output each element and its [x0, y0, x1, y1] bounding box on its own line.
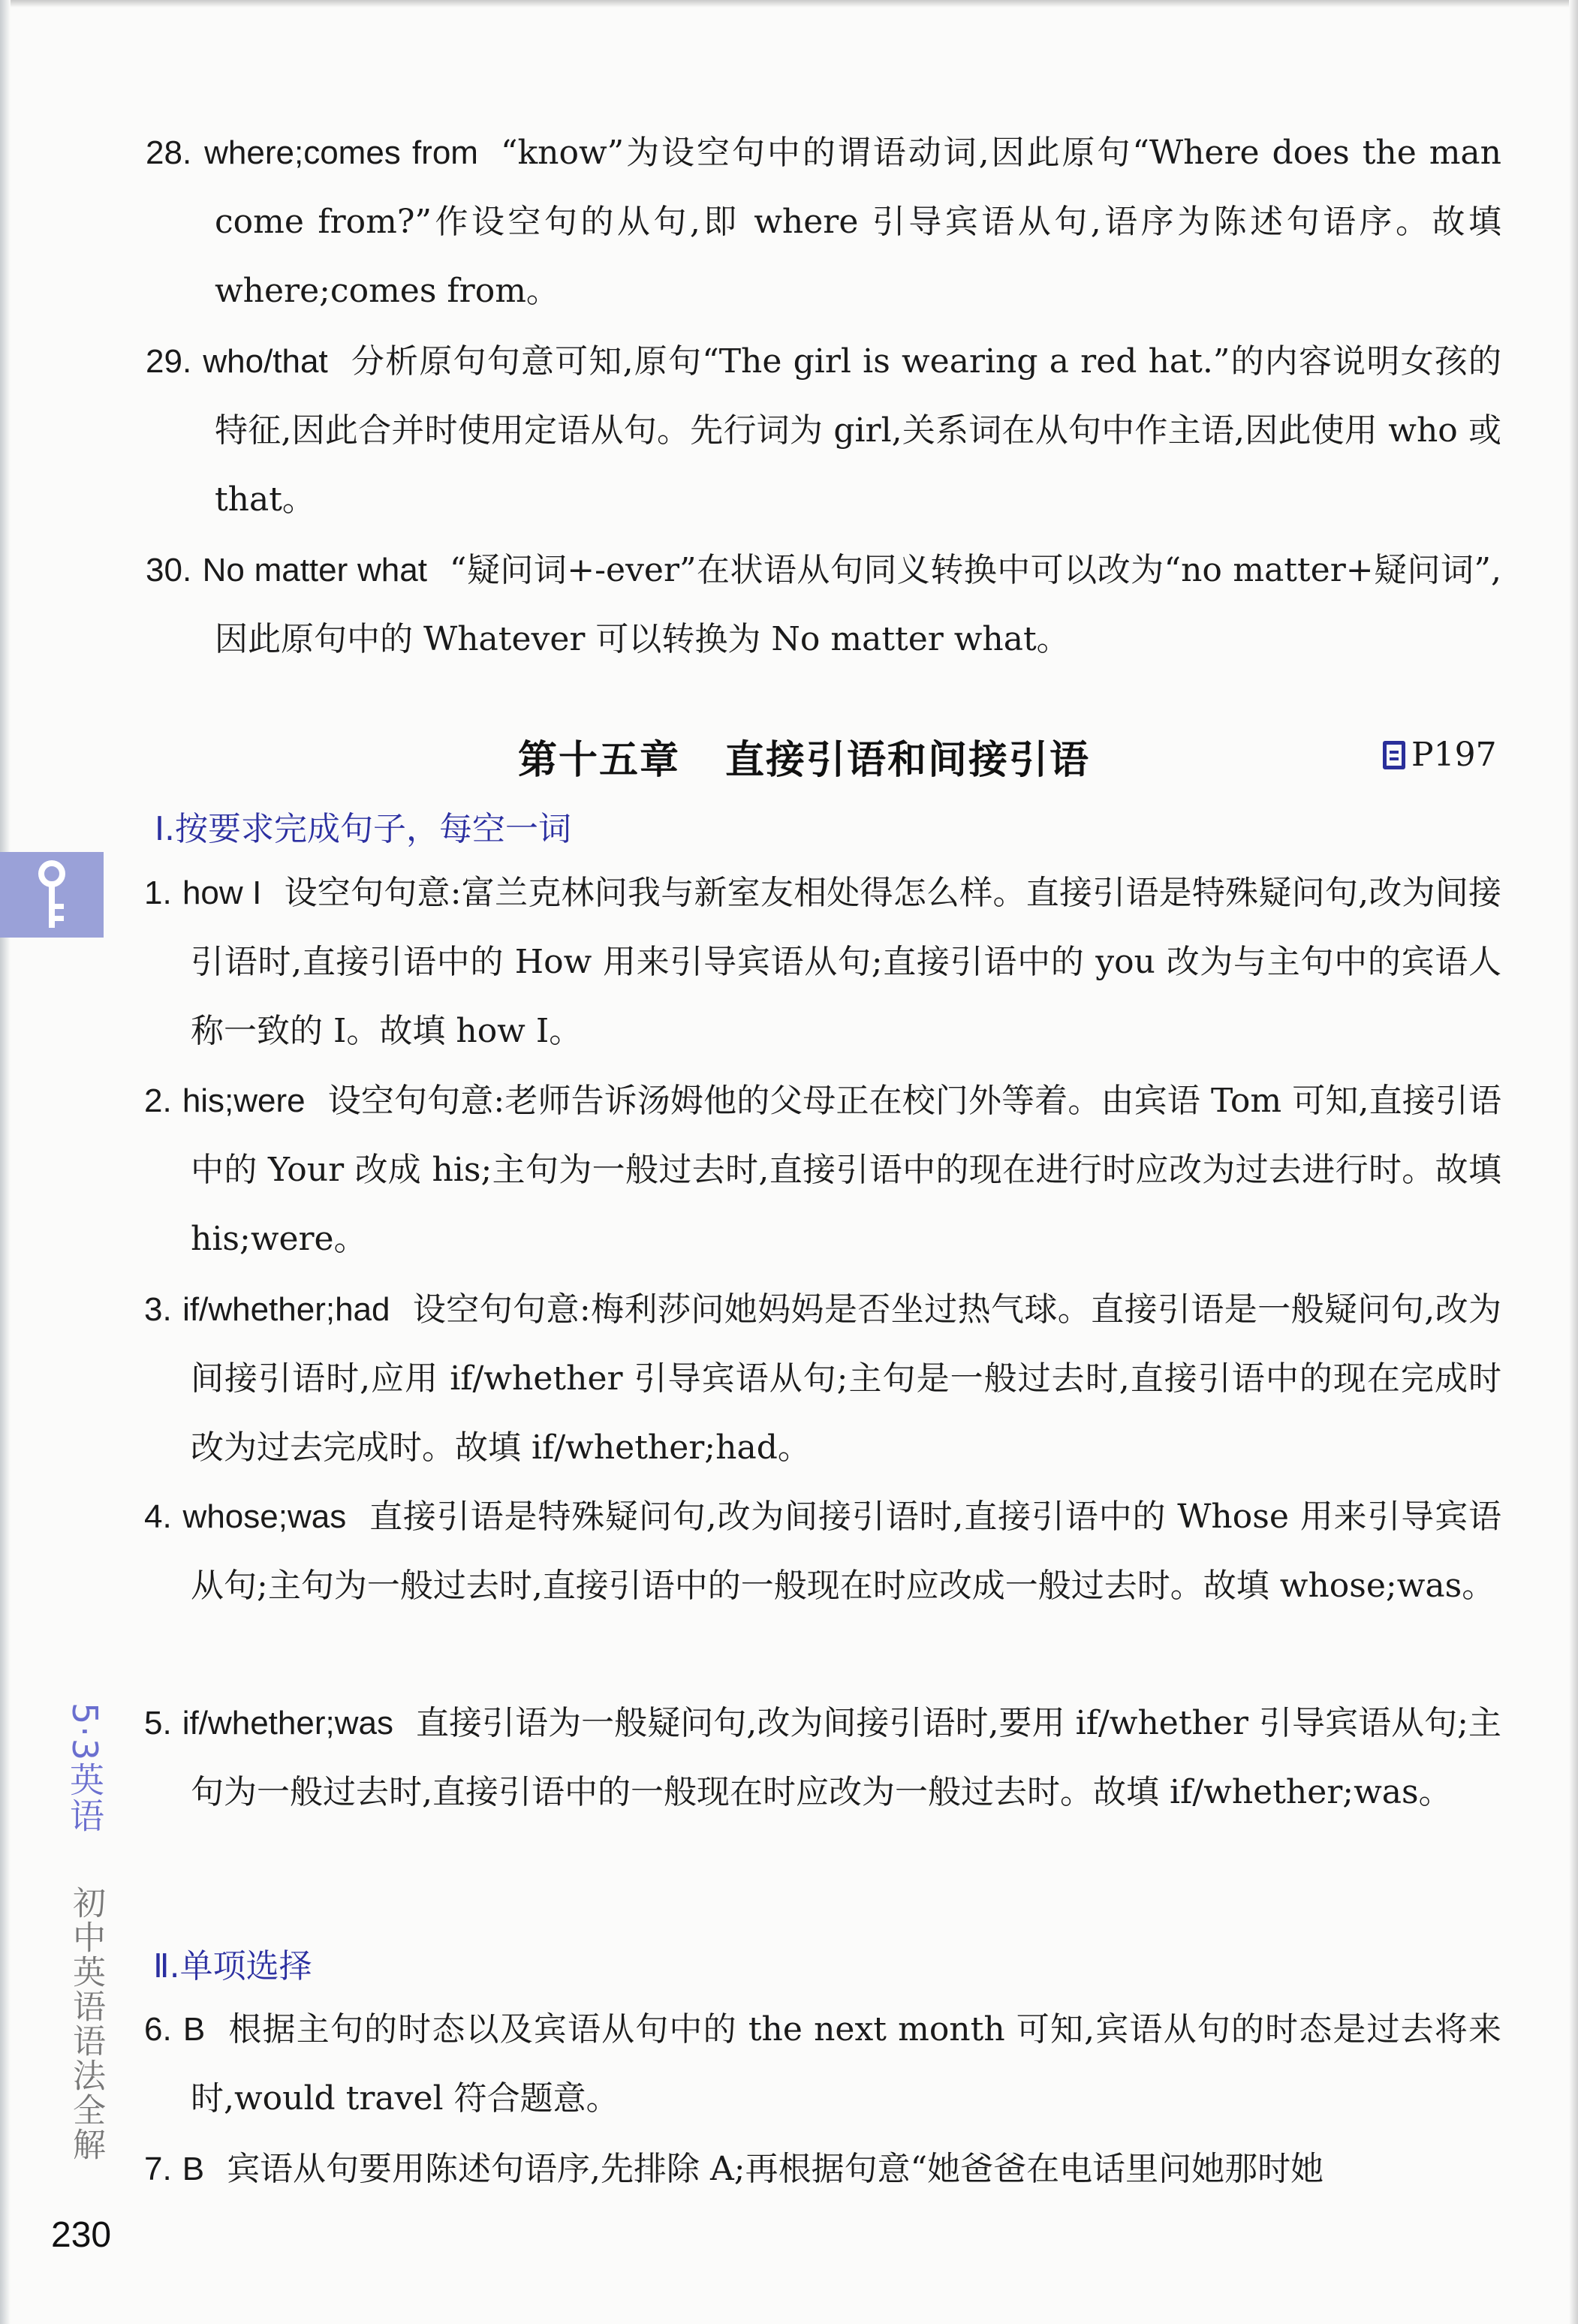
book-ref-icon: [1383, 741, 1405, 769]
page-edge-top: [0, 0, 1578, 8]
key-icon: [33, 857, 71, 932]
answer-item-3: [144, 1275, 1501, 1483]
chapter-number: 第十五章: [518, 738, 681, 783]
answer-item-1: [144, 859, 1501, 1066]
answer-item-4: [144, 1483, 1501, 1621]
sidebar-book-title: 初中英语语法全解: [67, 1886, 105, 2162]
item-number: 5.: [144, 1705, 172, 1741]
item-explanation: “疑问词+-ever”在状语从句同义转换中可以改为“no matter+疑问词”,因此原句中的 Whatever 可以转换为 No matter what。: [215, 551, 1501, 658]
item-answer: his;were: [182, 1082, 306, 1119]
section-heading-2: Ⅱ.单项选择: [153, 1947, 312, 1985]
page-edge-right: [1569, 0, 1578, 2324]
item-answer: No matter what: [202, 552, 427, 589]
item-answer: who/that: [203, 343, 328, 380]
item-explanation: 直接引语为一般疑问句,改为间接引语时,要用 if/whether 引导宾语从句;主句为一般过去时,直接引语中的一般现在时应改为一般过去时。故填 if/whether;was。: [191, 1704, 1501, 1811]
item-answer: B: [182, 2151, 205, 2187]
section-heading-1: Ⅰ.按要求完成句子，每空一词: [155, 810, 571, 848]
item-number: 4.: [144, 1498, 172, 1535]
item-number: 30.: [146, 552, 192, 589]
item-explanation: 设空句句意:富兰克林问我与新室友相处得怎么样。直接引语是特殊疑问句,改为间接引语时,直接引语中的 How 用来引导宾语从句;直接引语中的 you 改为与主句中的宾语人称一致的 I。故填 how I。: [191, 874, 1501, 1050]
key-tab: [0, 852, 104, 938]
item-explanation: 设空句句意:梅利莎问她妈妈是否坐过热气球。直接引语是一般疑问句,改为间接引语时,应用 if/whether 引导宾语从句;主句是一般过去时,直接引语中的现在完成时改为过去完成时。故填 if/whether;had。: [191, 1290, 1501, 1467]
answer-item-28: [146, 119, 1501, 326]
answer-item-2: [144, 1067, 1501, 1274]
item-explanation: 根据主句的时态以及宾语从句中的 the next month 可知,宾语从句的时态是过去将来时,would travel 符合题意。: [191, 2010, 1501, 2118]
item-number: 6.: [144, 2011, 172, 2048]
item-answer: where;comes from: [204, 134, 478, 171]
item-answer: B: [182, 2011, 206, 2048]
item-explanation: 宾语从句要用陈述句语序,先排除 A;再根据句意“她爸爸在电话里问她那时她: [227, 2150, 1324, 2188]
item-number: 2.: [144, 1082, 172, 1119]
answer-item-30: [146, 536, 1501, 674]
answer-item-29: [146, 327, 1501, 534]
item-explanation: 设空句句意:老师告诉汤姆他的父母正在校门外等着。由宾语 Tom 可知,直接引语中的 Your 改成 his;主句为一般过去时,直接引语中的现在进行时应改为过去进行时。故填 his;were。: [191, 1082, 1501, 1258]
item-answer: if/whether;had: [182, 1291, 390, 1328]
item-number: 1.: [144, 875, 172, 911]
answer-item-7: [144, 2135, 1501, 2204]
sidebar-brand: 5·3英语: [65, 1702, 105, 1835]
item-answer: whose;was: [182, 1498, 347, 1535]
page-edge-left: [0, 0, 11, 2324]
page-reference: [1383, 736, 1497, 774]
chapter-title: [518, 728, 1090, 784]
item-explanation: 分析原句句意可知,原句“The girl is wearing a red hat.”的内容说明女孩的特征,因此合并时使用定语从句。先行词为 girl,关系词在从句中作主语,因此使用 who 或 that。: [215, 342, 1501, 519]
item-explanation: “know”为设空句中的谓语动词,因此原句“Where does the man come from?”作设空句的从句,即 where 引导宾语从句,语序为陈述句语序。故填 where;comes from。: [215, 134, 1501, 310]
item-number: 28.: [146, 134, 192, 171]
item-answer: how I: [182, 875, 262, 911]
answer-item-6: [144, 1995, 1501, 2133]
page-reference-label: P197: [1411, 736, 1497, 774]
item-answer: if/whether;was: [182, 1705, 393, 1741]
page-number: 230: [51, 2215, 112, 2255]
item-number: 29.: [146, 343, 192, 380]
item-explanation: 直接引语是特殊疑问句,改为间接引语时,直接引语中的 Whose 用来引导宾语从句;主句为一般过去时,直接引语中的一般现在时应改成一般过去时。故填 whose;was。: [191, 1498, 1501, 1605]
item-number: 3.: [144, 1291, 172, 1328]
answer-item-5: [144, 1689, 1501, 1827]
item-number: 7.: [144, 2151, 172, 2187]
chapter-name: 直接引语和间接引语: [725, 738, 1091, 783]
